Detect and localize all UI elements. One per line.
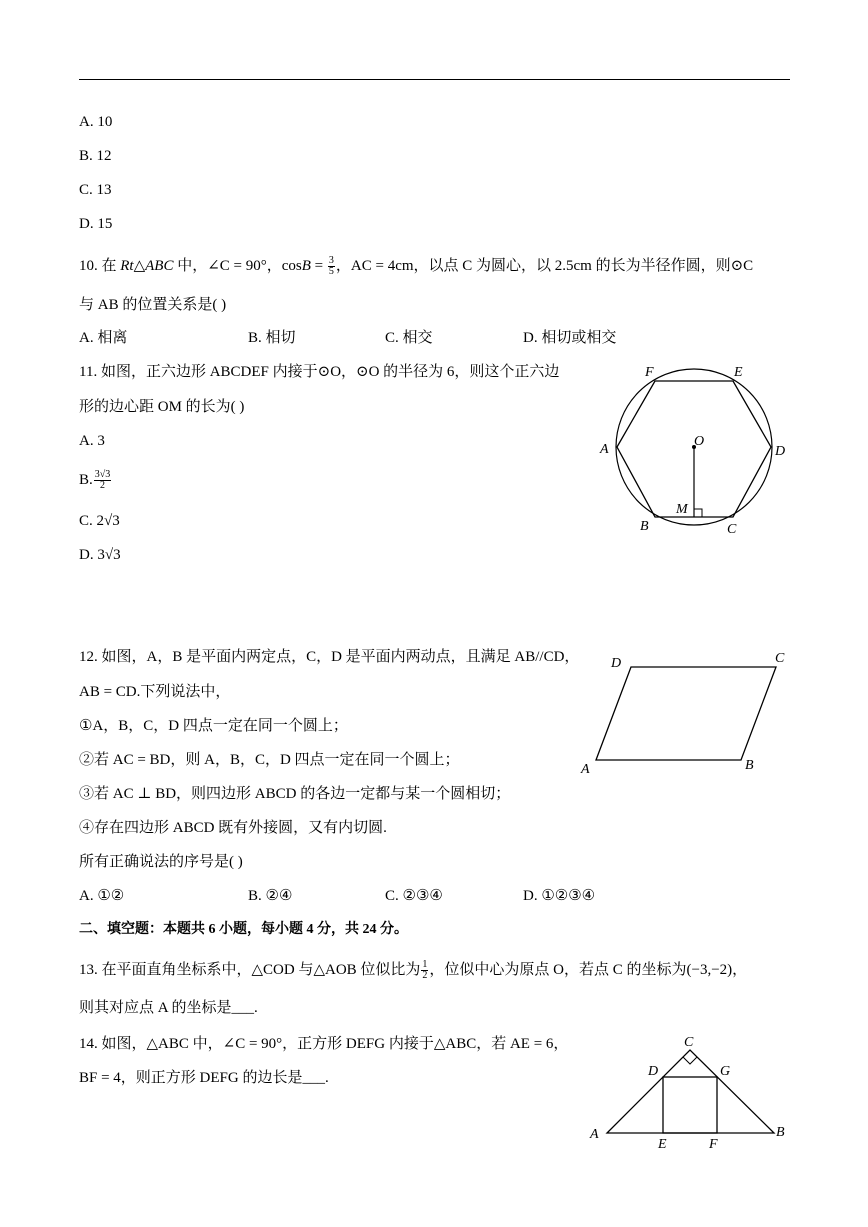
- label-o: O: [694, 434, 705, 449]
- q12-statement-4: ④存在四边形 ABCD 既有外接圆，又有内切圆.: [79, 820, 387, 836]
- q11-stem-line1: 11. 如图，正六边形 ABCDEF 内接于⊙O，⊙O 的半径为 6，则这个正六边: [79, 364, 560, 380]
- label-e: E: [734, 365, 743, 380]
- q12-statement-1: ①A，B，C，D 四点一定在同一个圆上；: [79, 718, 348, 734]
- parallelogram-abcd: [596, 667, 776, 760]
- triangle-square-figure: [585, 1030, 795, 1150]
- q14-stem-line1: 14. 如图，△ABC 中，∠C = 90°，正方形 DEFG 内接于△ABC，若 AE = 6，: [79, 1036, 569, 1052]
- q11-option-d: D. 3√3: [79, 547, 121, 563]
- section2-title: 二、填空题：本题共 6 小题，每小题 4 分，共 24 分。: [79, 922, 408, 937]
- q11-option-b: B. $\frac{3√3}{2}$: [79, 469, 111, 492]
- label-f: F: [709, 1137, 718, 1150]
- q9-option-c: C. 13: [79, 182, 112, 198]
- q12-statement-3: ③若 AC ⊥ BD，则四边形 ABCD 的各边一定都与某一个圆相切；: [79, 786, 511, 802]
- label-b: B: [776, 1125, 785, 1140]
- parallelogram-figure: [575, 645, 795, 780]
- right-angle-mark: [683, 1057, 697, 1064]
- q12-question: 所有正确说法的序号是( ): [79, 854, 243, 870]
- hexagon-figure: [590, 355, 795, 540]
- q14-stem-line2: BF = 4，则正方形 DEFG 的边长是___.: [79, 1070, 329, 1086]
- label-c: C: [684, 1035, 694, 1050]
- label-f: F: [645, 365, 654, 380]
- q12-option-a: A. ①②: [79, 888, 125, 904]
- label-m: M: [676, 502, 688, 517]
- label-a: A: [600, 442, 609, 457]
- label-c: C: [775, 651, 785, 666]
- label-a: A: [590, 1127, 599, 1142]
- q13-stem-line1: 13. 在平面直角坐标系中，△COD 与△AOB 位似比为 $\frac{1}{2}$ ，位似中心为原点 O，若点 C 的坐标为(−3,−2)，: [79, 959, 748, 982]
- q10-stem-line2: 与 AB 的位置关系是( ): [79, 297, 227, 313]
- q12-option-c: C. ②③④: [385, 888, 443, 904]
- q12-stem-line1: 12. 如图，A，B 是平面内两定点，C，D 是平面内两动点，且满足 AB//CD，: [79, 649, 580, 665]
- label-a: A: [581, 762, 590, 777]
- q13-stem-line2: 则其对应点 A 的坐标是___.: [79, 1000, 258, 1016]
- label-g: G: [720, 1064, 731, 1079]
- square-defg: [663, 1077, 717, 1133]
- q12-option-d: D. ①②③④: [523, 888, 596, 904]
- right-angle-mark: [694, 509, 702, 517]
- q10-stem-line1: 10. 在 Rt△ABC 中，∠C = 90°，cosB = $\frac{3}{5}$ ，AC = 4cm，以点 C 为圆心，以 2.5cm 的长为半径作圆，则⊙C: [79, 255, 754, 278]
- label-b: B: [745, 758, 754, 773]
- q9-option-b: B. 12: [79, 148, 112, 164]
- q10-option-d: D. 相切或相交: [523, 330, 617, 346]
- q11-option-c: C. 2√3: [79, 513, 120, 529]
- label-d: D: [775, 444, 786, 459]
- q10-fraction: $\frac{3}{5}$: [328, 255, 334, 278]
- triangle-abc: [607, 1050, 774, 1133]
- header-rule: [79, 79, 790, 80]
- q9-option-d: D. 15: [79, 216, 113, 232]
- q10-option-b: B. 相切: [248, 330, 296, 346]
- label-e: E: [658, 1137, 667, 1150]
- q11-stem-line2: 形的边心距 OM 的长为( ): [79, 399, 245, 415]
- q10-option-a: A. 相离: [79, 330, 128, 346]
- q11-option-a: A. 3: [79, 433, 105, 449]
- q12-option-b: B. ②④: [248, 888, 293, 904]
- q12-stem-line2: AB = CD.下列说法中，: [79, 684, 231, 700]
- q10-option-c: C. 相交: [385, 330, 433, 346]
- label-d: D: [611, 656, 622, 671]
- q12-statement-2: ②若 AC = BD，则 A，B，C，D 四点一定在同一个圆上；: [79, 752, 460, 768]
- q9-option-a: A. 10: [79, 114, 113, 130]
- label-b: B: [640, 519, 649, 534]
- label-d: D: [648, 1064, 659, 1079]
- label-c: C: [727, 522, 737, 537]
